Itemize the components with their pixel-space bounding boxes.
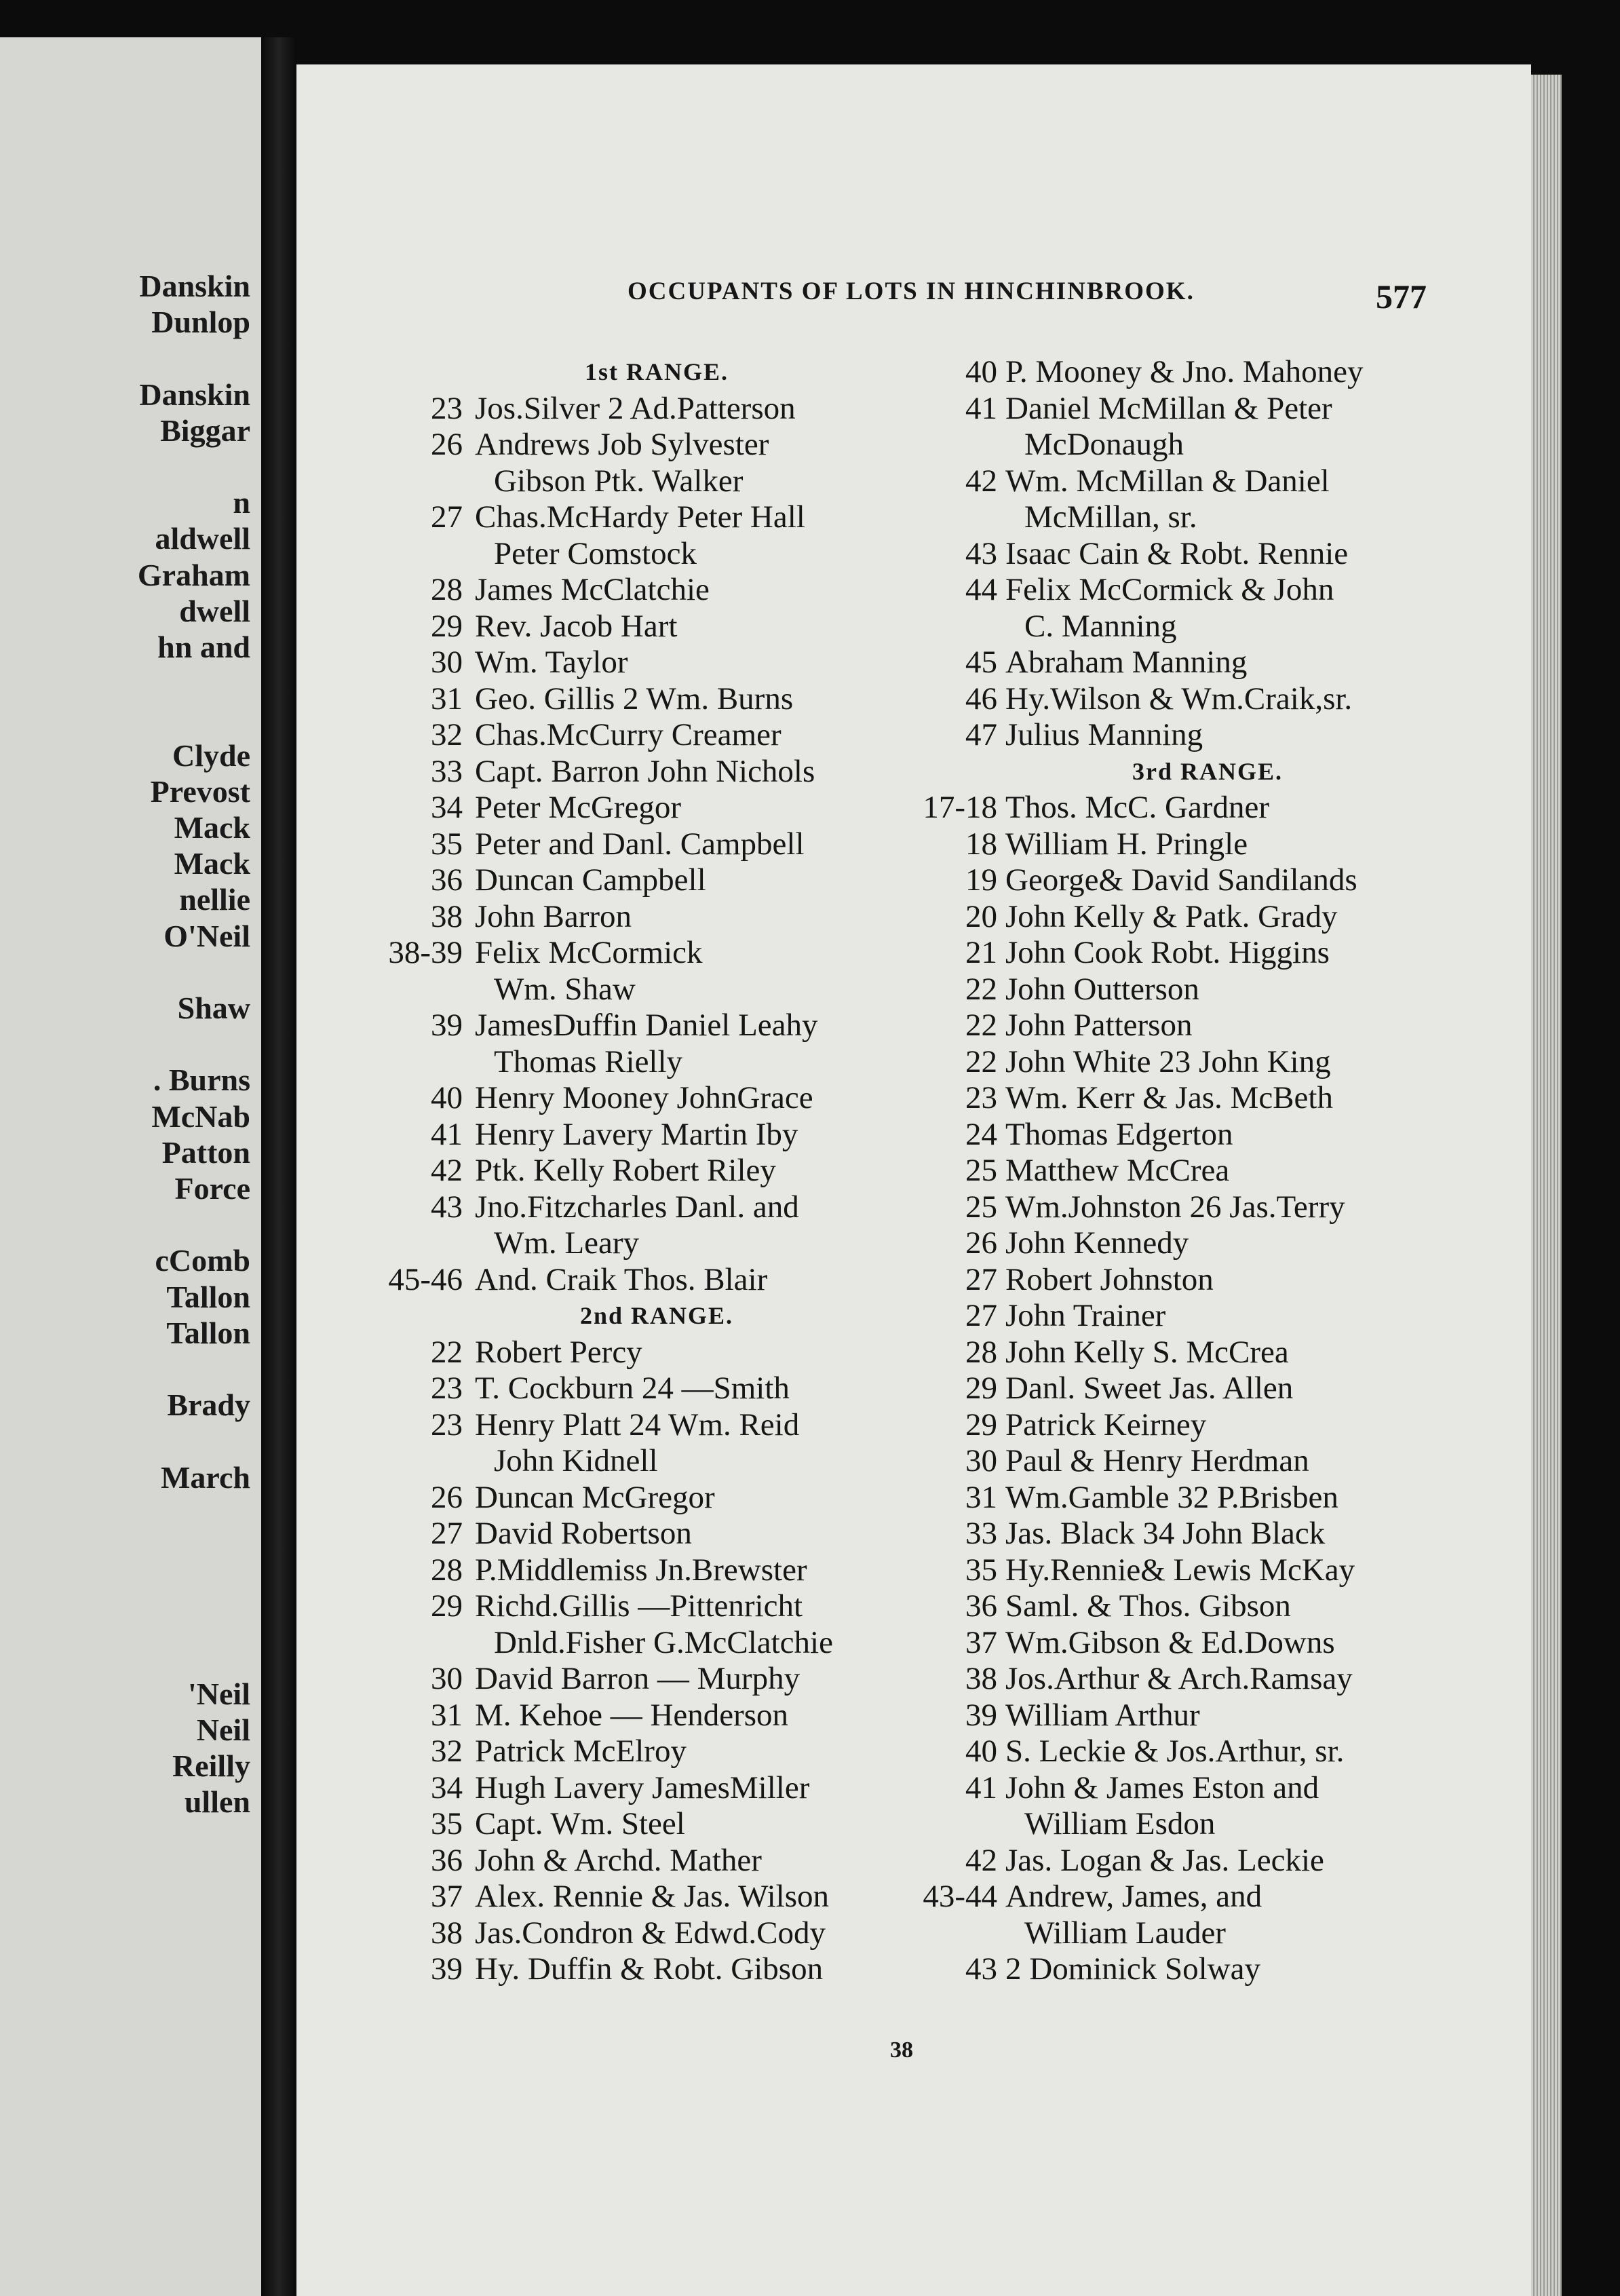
lot-number: 41 [965, 1769, 997, 1805]
occupant-names: Robert Johnston [1005, 1261, 1214, 1297]
occupant-names: Thomas Edgerton [1005, 1116, 1233, 1152]
lot-number: 29 [965, 1371, 997, 1406]
entry-line [929, 1915, 1486, 1952]
lot-number: 22 [431, 1334, 463, 1370]
occupant-names: Peter and Danl. Campbell [475, 826, 805, 862]
facing-page-fragment: Mack [174, 846, 250, 881]
lot-number: 30 [431, 645, 463, 680]
entry-line [929, 1080, 1486, 1117]
entry-line [929, 1008, 1486, 1044]
entry-line [929, 1770, 1486, 1807]
occupant-names: Jos.Arthur & Arch.Ramsay [1005, 1661, 1353, 1696]
page-edges [1531, 75, 1562, 2296]
lot-number: 35 [431, 1806, 463, 1841]
entry-line [399, 645, 914, 681]
entry-line [399, 1951, 914, 1988]
entry-line [399, 1371, 914, 1407]
occupant-names: JamesDuffin Daniel Leahy [475, 1008, 818, 1043]
facing-page-fragment: Prevost [150, 773, 250, 809]
entry-line [929, 1225, 1486, 1262]
entry-line [929, 681, 1486, 718]
range-heading-text: 3rd RANGE. [1132, 757, 1283, 785]
entry-line [399, 1879, 914, 1915]
facing-page-fragment: ullen [184, 1784, 250, 1820]
lot-number: 42 [965, 463, 997, 499]
occupant-names: William Esdon [1024, 1806, 1216, 1841]
occupant-names: Andrew, James, and [1005, 1879, 1262, 1914]
entry-line [929, 1407, 1486, 1444]
lot-number: 32 [431, 1734, 463, 1769]
lot-number: 43 [431, 1189, 463, 1225]
occupant-names: Peter Comstock [494, 535, 697, 571]
lot-number: 43 [965, 1951, 997, 1987]
entry-line [929, 1734, 1486, 1770]
occupant-names: William Arthur [1005, 1697, 1200, 1733]
entry-line [929, 1843, 1486, 1879]
entry-line [929, 1661, 1486, 1698]
occupant-names: Peter McGregor [475, 790, 682, 825]
entry-line [929, 1625, 1486, 1662]
occupant-names: Alex. Rennie & Jas. Wilson [475, 1879, 830, 1914]
facing-page-fragment: Reilly [172, 1748, 250, 1784]
lot-number: 41 [431, 1116, 463, 1152]
entry-line [399, 681, 914, 718]
entry-line [929, 354, 1486, 391]
entry-line [399, 717, 914, 754]
entry-line [929, 862, 1486, 899]
lot-number: 27 [431, 499, 463, 535]
entry-line [399, 1189, 914, 1226]
occupant-names: Ptk. Kelly Robert Riley [475, 1153, 776, 1188]
occupant-names: Wm. Leary [494, 1225, 640, 1261]
entry-line [399, 1734, 914, 1770]
lot-number: 32 [431, 717, 463, 752]
lot-number: 45 [965, 645, 997, 680]
entry-line [399, 1915, 914, 1952]
lot-number: 36 [431, 862, 463, 898]
entry-line [399, 1661, 914, 1698]
occupant-names: James McClatchie [475, 572, 710, 607]
occupant-names: Andrews Job Sylvester [475, 427, 769, 462]
facing-page-fragment: hn and [157, 630, 250, 664]
entry-line [929, 1262, 1486, 1299]
facing-page-fragment: n [233, 485, 250, 520]
lot-number: 38 [431, 898, 463, 934]
entry-line [399, 1117, 914, 1153]
occupant-names: Richd.Gillis —Pittenricht [475, 1588, 803, 1624]
occupant-names: Chas.McCurry Creamer [475, 717, 782, 752]
occupant-names: Julius Manning [1005, 717, 1203, 752]
occupant-names: Gibson Ptk. Walker [494, 463, 744, 499]
lot-number: 22 [965, 1044, 997, 1079]
lot-number: 27 [965, 1298, 997, 1333]
lot-number: 19 [965, 862, 997, 898]
lot-number: 44 [965, 572, 997, 607]
occupant-names: Saml. & Thos. Gibson [1005, 1588, 1291, 1624]
left-column [388, 354, 914, 1988]
range-heading [399, 354, 914, 391]
facing-page-fragment: nellie [179, 882, 250, 917]
entry-line [929, 1443, 1486, 1480]
entry-line [929, 427, 1486, 463]
facing-page-fragment: Force [174, 1171, 250, 1206]
lot-number: 38 [965, 1661, 997, 1696]
occupant-names: John White 23 John King [1005, 1044, 1331, 1079]
entry-line [399, 1516, 914, 1552]
facing-page-fragment: Shaw [177, 991, 250, 1025]
occupant-names: George& David Sandilands [1005, 862, 1357, 898]
occupant-names: Henry Mooney JohnGrace [475, 1080, 813, 1115]
entry-line [399, 499, 914, 536]
occupant-names: Thomas Rielly [494, 1044, 683, 1079]
occupant-names: Hy. Duffin & Robt. Gibson [475, 1951, 824, 1987]
facing-page-fragment: O'Neil [163, 918, 250, 953]
facing-page-fragment: Clyde [172, 738, 250, 773]
facing-page-fragment: Brady [167, 1388, 250, 1423]
lot-number: 29 [431, 608, 463, 644]
occupant-names: John Outterson [1005, 971, 1199, 1007]
entry-line [929, 899, 1486, 936]
entry-line [929, 1516, 1486, 1552]
lot-number: 33 [965, 1516, 997, 1551]
entry-line [929, 1117, 1486, 1153]
occupant-names: Robert Percy [475, 1334, 642, 1370]
lot-number: 45-46 [388, 1261, 463, 1297]
lot-number: 38-39 [388, 935, 463, 970]
facing-page-fragment: cComb [155, 1243, 250, 1278]
lot-number: 23 [965, 1080, 997, 1115]
entry-line [929, 536, 1486, 573]
entry-line [399, 1843, 914, 1879]
facing-page-fragment: March [160, 1459, 250, 1495]
lot-number: 39 [431, 1951, 463, 1987]
entry-line [929, 1588, 1486, 1625]
lot-number: 41 [965, 390, 997, 426]
lot-number: 46 [965, 681, 997, 716]
entry-line [399, 1480, 914, 1516]
lot-number: 39 [431, 1008, 463, 1043]
lot-number: 40 [965, 354, 997, 389]
occupant-names: Duncan McGregor [475, 1479, 715, 1515]
range-heading-text: 2nd RANGE. [579, 1302, 734, 1329]
entry-line [399, 536, 914, 573]
occupant-names: Felix McCormick & John [1005, 572, 1334, 607]
lot-number: 23 [431, 1371, 463, 1406]
occupant-names: P. Mooney & Jno. Mahoney [1005, 354, 1364, 389]
occupant-names: Jno.Fitzcharles Danl. and [475, 1189, 799, 1225]
entry-line [399, 1552, 914, 1589]
lot-number: 35 [431, 826, 463, 862]
facing-page-fragment: Mack [174, 810, 250, 845]
occupant-names: John Kelly S. McCrea [1005, 1334, 1289, 1370]
lot-number: 39 [965, 1697, 997, 1733]
occupant-names: David Robertson [475, 1516, 692, 1551]
lot-number: 23 [431, 390, 463, 426]
lot-number: 21 [965, 935, 997, 970]
occupant-names: Jas.Condron & Edwd.Cody [475, 1915, 826, 1951]
facing-page-fragment: Dunlop [151, 305, 250, 340]
entry-line [388, 935, 914, 972]
entry-line [923, 1879, 1486, 1915]
facing-page-fragment: Biggar [160, 413, 250, 448]
occupant-names: Matthew McCrea [1005, 1153, 1230, 1188]
entry-line [399, 1080, 914, 1117]
lot-number: 37 [965, 1624, 997, 1660]
occupant-names: McMillan, sr. [1024, 499, 1197, 535]
entry-line [929, 1189, 1486, 1226]
lot-number: 28 [431, 1552, 463, 1588]
lot-number: 31 [431, 1697, 463, 1733]
entry-line [929, 499, 1486, 536]
entry-line [929, 1335, 1486, 1371]
lot-number: 26 [965, 1225, 997, 1261]
lot-number: 31 [965, 1479, 997, 1515]
entry-line [929, 645, 1486, 681]
lot-number: 33 [431, 753, 463, 789]
occupant-names: John Trainer [1005, 1298, 1166, 1333]
lot-number: 25 [965, 1189, 997, 1225]
occupant-names: Rev. Jacob Hart [475, 608, 678, 644]
occupant-names: Hy.Wilson & Wm.Craik,sr. [1005, 681, 1353, 716]
range-heading [929, 754, 1486, 790]
entry-line [399, 1588, 914, 1625]
occupant-names: Hy.Rennie& Lewis McKay [1005, 1552, 1355, 1588]
facing-page-fragment: Tallon [166, 1279, 250, 1314]
occupant-names: John Cook Robt. Higgins [1005, 935, 1330, 970]
entry-line [929, 717, 1486, 754]
occupant-names: T. Cockburn 24 —Smith [475, 1371, 790, 1406]
lot-number: 27 [965, 1261, 997, 1297]
entry-line [399, 1698, 914, 1734]
entry-line [929, 1480, 1486, 1516]
lot-number: 43-44 [923, 1879, 997, 1914]
facing-page-fragment: Tallon [166, 1315, 250, 1350]
lot-number: 35 [965, 1552, 997, 1588]
lot-number: 30 [965, 1443, 997, 1478]
lot-number: 29 [965, 1407, 997, 1442]
occupant-names: Felix McCormick [475, 935, 703, 970]
lot-number: 40 [431, 1080, 463, 1115]
occupant-names: John Kennedy [1005, 1225, 1189, 1261]
occupant-names: Wm. Shaw [494, 971, 636, 1007]
facing-page-fragment: Danskin [139, 269, 250, 303]
occupant-names: Jos.Silver 2 Ad.Patterson [475, 390, 796, 426]
lot-number: 27 [431, 1516, 463, 1551]
entry-line [399, 1806, 914, 1843]
occupant-names: Patrick Keirney [1005, 1407, 1207, 1442]
entry-line [929, 572, 1486, 609]
book-gutter [261, 37, 296, 2296]
entry-line [929, 1552, 1486, 1589]
occupant-names: Paul & Henry Herdman [1005, 1443, 1309, 1478]
occupant-names: Daniel McMillan & Peter [1005, 390, 1332, 426]
occupant-names: M. Kehoe — Henderson [475, 1697, 789, 1733]
facing-page-fragment: 'Neil [188, 1676, 250, 1711]
lot-number: 29 [431, 1588, 463, 1624]
lot-number: 18 [965, 826, 997, 862]
occupant-names: Geo. Gillis 2 Wm. Burns [475, 681, 794, 716]
entry-line [929, 1153, 1486, 1189]
facing-page-fragment: Graham [137, 557, 250, 592]
page-number: 577 [1376, 278, 1427, 315]
entry-line [929, 609, 1486, 645]
entry-line [929, 1806, 1486, 1843]
entry-line [399, 1225, 914, 1262]
entry-line [929, 972, 1486, 1008]
occupant-names: Duncan Campbell [475, 862, 706, 898]
lot-number: 42 [965, 1842, 997, 1878]
lot-number: 28 [965, 1334, 997, 1370]
lot-number: 26 [431, 427, 463, 462]
entry-line [399, 1770, 914, 1807]
entry-line [929, 826, 1486, 863]
occupant-names: Capt. Barron John Nichols [475, 753, 815, 789]
lot-number: 22 [965, 1008, 997, 1043]
entry-line [399, 391, 914, 427]
entry-line [929, 1698, 1486, 1734]
occupant-names: Dnld.Fisher G.McClatchie [494, 1624, 833, 1660]
occupant-names: Capt. Wm. Steel [475, 1806, 685, 1841]
occupant-names: P.Middlemiss Jn.Brewster [475, 1552, 807, 1588]
entry-line [399, 899, 914, 936]
occupant-names: Wm. Kerr & Jas. McBeth [1005, 1080, 1333, 1115]
range-heading [399, 1298, 914, 1335]
lot-number: 34 [431, 790, 463, 825]
occupant-names: Isaac Cain & Robt. Rennie [1005, 535, 1349, 571]
occupant-names: Hugh Lavery JamesMiller [475, 1769, 810, 1805]
occupant-names: John Kelly & Patk. Grady [1005, 898, 1338, 934]
entry-line [399, 427, 914, 463]
occupant-names: David Barron — Murphy [475, 1661, 801, 1696]
lot-number: 38 [431, 1915, 463, 1951]
occupant-names: John & James Eston and [1005, 1769, 1319, 1805]
signature-mark: 38 [890, 2037, 913, 2063]
entry-line [399, 1407, 914, 1444]
lot-number: 37 [431, 1879, 463, 1914]
occupant-names: 2 Dominick Solway [1005, 1951, 1260, 1987]
lot-number: 42 [431, 1153, 463, 1188]
facing-page-fragment: aldwell [155, 521, 250, 556]
entry-line [399, 790, 914, 826]
entry-line [929, 1298, 1486, 1335]
occupant-names: McDonaugh [1024, 427, 1184, 462]
occupant-names: Abraham Manning [1005, 645, 1248, 680]
entry-line [923, 790, 1486, 826]
occupant-names: Chas.McHardy Peter Hall [475, 499, 805, 535]
entry-line [399, 609, 914, 645]
entry-line [929, 463, 1486, 500]
entry-line [929, 391, 1486, 427]
occupant-names: Henry Lavery Martin Iby [475, 1116, 798, 1152]
entry-line [399, 862, 914, 899]
facing-page-fragment: dwell [179, 593, 250, 628]
entry-line [399, 572, 914, 609]
entry-line [399, 1153, 914, 1189]
lot-number: 40 [965, 1734, 997, 1769]
entry-line [929, 1951, 1486, 1988]
entry-line [388, 1261, 914, 1299]
lot-number: 24 [965, 1116, 997, 1152]
occupant-names: Wm.Gamble 32 P.Brisben [1005, 1479, 1338, 1515]
right-column [923, 354, 1486, 1988]
occupant-names: John & Archd. Mather [475, 1842, 762, 1878]
lot-number: 22 [965, 971, 997, 1007]
entry-line [399, 1625, 914, 1662]
occupant-names: Wm. McMillan & Daniel [1005, 463, 1330, 499]
occupant-names: Wm.Johnston 26 Jas.Terry [1005, 1189, 1345, 1225]
occupant-names: Wm.Gibson & Ed.Downs [1005, 1624, 1335, 1660]
lot-number: 36 [431, 1842, 463, 1878]
occupant-names: John Patterson [1005, 1008, 1193, 1043]
lot-number: 30 [431, 1661, 463, 1696]
facing-page [0, 37, 261, 2296]
lot-number: 28 [431, 572, 463, 607]
facing-page-fragment: Neil [196, 1713, 250, 1747]
occupant-names: Danl. Sweet Jas. Allen [1005, 1371, 1294, 1406]
occupant-names: William Lauder [1024, 1915, 1226, 1951]
facing-page-fragment: Danskin [139, 377, 250, 412]
lot-number: 31 [431, 681, 463, 716]
facing-page-fragment: McNab [151, 1098, 250, 1134]
lot-number: 47 [965, 717, 997, 752]
entry-line [399, 754, 914, 790]
occupant-names: Henry Platt 24 Wm. Reid [475, 1407, 800, 1442]
lot-number: 17-18 [923, 790, 997, 825]
occupant-names: Jas. Logan & Jas. Leckie [1005, 1842, 1324, 1878]
range-heading-text: 1st RANGE. [584, 358, 729, 385]
lot-number: 36 [965, 1588, 997, 1624]
running-head: OCCUPANTS OF LOTS IN HINCHINBROOK. [628, 278, 1195, 305]
entry-line [929, 1044, 1486, 1081]
lot-number: 43 [965, 535, 997, 571]
entry-line [929, 935, 1486, 972]
occupant-names: Jas. Black 34 John Black [1005, 1516, 1326, 1551]
occupant-names: Patrick McElroy [475, 1734, 687, 1769]
entry-line [399, 1008, 914, 1044]
entry-line [399, 1443, 914, 1480]
entry-line [399, 1044, 914, 1081]
occupant-names: Wm. Taylor [475, 645, 628, 680]
occupant-names: Thos. McC. Gardner [1005, 790, 1269, 825]
facing-page-fragment: . Burns [153, 1063, 250, 1098]
lot-number: 23 [431, 1407, 463, 1442]
lot-number: 26 [431, 1479, 463, 1515]
entry-line [399, 1335, 914, 1371]
facing-page-fragment: Patton [161, 1134, 250, 1170]
occupant-names: And. Craik Thos. Blair [475, 1261, 768, 1297]
occupant-names: William H. Pringle [1005, 826, 1248, 862]
occupant-names: S. Leckie & Jos.Arthur, sr. [1005, 1734, 1345, 1769]
entry-line [399, 463, 914, 500]
lot-number: 20 [965, 898, 997, 934]
occupant-names: John Barron [475, 898, 632, 934]
lot-number: 34 [431, 1769, 463, 1805]
entry-line [399, 972, 914, 1008]
lot-number: 25 [965, 1153, 997, 1188]
entry-line [399, 826, 914, 863]
occupant-names: C. Manning [1024, 608, 1177, 644]
entry-line [929, 1371, 1486, 1407]
occupant-names: John Kidnell [494, 1443, 658, 1478]
